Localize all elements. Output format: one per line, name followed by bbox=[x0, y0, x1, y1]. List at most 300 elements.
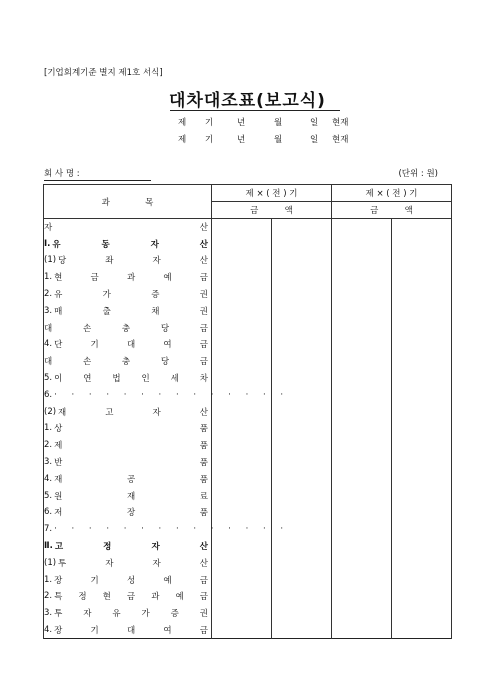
table-row bbox=[44, 571, 452, 588]
table-row bbox=[44, 487, 452, 504]
current-amount-cell-b bbox=[272, 235, 332, 252]
placeholder-dots: · · · · · · · · · · · · · · bbox=[54, 524, 290, 535]
account-name-char: 기 bbox=[90, 340, 99, 351]
current-amount-cell-a bbox=[212, 454, 272, 471]
period-term-suffix: 기 bbox=[205, 135, 214, 145]
prior-amount-cell-a bbox=[332, 605, 392, 622]
prior-amount-cell-a bbox=[332, 487, 392, 504]
prior-amount-cell-a bbox=[332, 504, 392, 521]
current-amount-cell-a bbox=[212, 353, 272, 370]
account-name bbox=[58, 557, 208, 569]
account-name-char: 대 bbox=[126, 340, 136, 351]
current-amount-cell-b bbox=[272, 487, 332, 504]
current-amount-cell-b bbox=[272, 437, 332, 454]
account-name bbox=[58, 406, 208, 418]
table-row bbox=[44, 521, 452, 538]
account-number: 4. bbox=[44, 339, 53, 350]
current-amount-cell-a bbox=[212, 437, 272, 454]
account-name-char: 자 bbox=[105, 558, 114, 569]
account-name-char: 장 bbox=[54, 625, 63, 636]
account-name-char: 장 bbox=[54, 575, 63, 586]
account-name-char: 현 bbox=[102, 592, 111, 603]
account-name-char: 장 bbox=[126, 508, 136, 519]
account-name-char: 대 bbox=[126, 625, 136, 636]
account-name-char: 금 bbox=[199, 273, 208, 284]
table-row bbox=[44, 554, 452, 571]
account-number: 5. bbox=[44, 373, 53, 384]
current-amount-cell-b bbox=[272, 252, 332, 269]
account-number: 2. bbox=[44, 440, 53, 451]
balance-sheet-table bbox=[43, 184, 452, 639]
prior-amount-cell-a bbox=[332, 235, 392, 252]
period-current-label: 현재 bbox=[332, 135, 349, 145]
account-name-char: 품 bbox=[199, 458, 208, 469]
prior-amount-cell-b bbox=[392, 235, 452, 252]
account-name bbox=[44, 355, 208, 367]
account-name bbox=[54, 506, 208, 518]
account-name-char: 정 bbox=[103, 542, 112, 553]
account-number: (1) bbox=[44, 255, 57, 266]
current-amount-cell-a bbox=[212, 286, 272, 303]
prior-amount-cell-b bbox=[392, 252, 452, 269]
table-row bbox=[44, 420, 452, 437]
amount-header-char: 액 bbox=[404, 206, 413, 216]
account-name-char: 여 bbox=[163, 340, 172, 351]
prior-amount-cell-a bbox=[332, 353, 392, 370]
account-name bbox=[52, 238, 208, 250]
account-name-char: 손 bbox=[82, 323, 92, 334]
table-row bbox=[44, 437, 452, 454]
account-name-char: 인 bbox=[141, 374, 150, 385]
prior-period-header: 제 × ( 전 ) 기 bbox=[332, 185, 452, 202]
account-name-char: 공 bbox=[126, 474, 136, 485]
prior-amount-cell-b bbox=[392, 521, 452, 538]
prior-amount-cell-b bbox=[392, 437, 452, 454]
current-amount-cell-b bbox=[272, 286, 332, 303]
current-amount-header bbox=[212, 202, 332, 219]
account-name-char: 제 bbox=[54, 441, 63, 452]
current-amount-cell-a bbox=[212, 487, 272, 504]
account-number: (2) bbox=[44, 406, 57, 417]
account-number: 3. bbox=[44, 608, 53, 619]
account-name-char: 산 bbox=[199, 239, 208, 250]
account-name-char: 산 bbox=[199, 407, 208, 418]
account-name bbox=[54, 271, 208, 283]
account-item-cell bbox=[44, 521, 290, 538]
current-amount-cell-b bbox=[272, 219, 332, 236]
current-amount-cell-a bbox=[212, 605, 272, 622]
account-name-char: 권 bbox=[199, 609, 208, 620]
current-amount-cell-b bbox=[272, 420, 332, 437]
prior-amount-header bbox=[332, 202, 452, 219]
prior-amount-cell-b bbox=[392, 504, 452, 521]
account-name-char: 자 bbox=[150, 239, 159, 250]
table-row bbox=[44, 403, 452, 420]
account-name-char: 저 bbox=[54, 508, 63, 519]
account-name-char: 성 bbox=[126, 575, 136, 586]
prior-amount-cell-a bbox=[332, 319, 392, 336]
account-item-cell bbox=[44, 269, 212, 286]
table-row bbox=[44, 235, 452, 252]
current-amount-cell-b bbox=[272, 588, 332, 605]
table-row bbox=[44, 353, 452, 370]
current-amount-cell-a bbox=[212, 538, 272, 555]
current-amount-cell-a bbox=[212, 319, 272, 336]
prior-amount-cell-b bbox=[392, 219, 452, 236]
account-name-char: 예 bbox=[175, 592, 184, 603]
account-name-char: 예 bbox=[163, 273, 172, 284]
prior-amount-cell-b bbox=[392, 605, 452, 622]
prior-amount-cell-b bbox=[392, 487, 452, 504]
account-name-char: 세 bbox=[170, 374, 179, 385]
account-number: 1. bbox=[44, 272, 53, 283]
account-number: 3. bbox=[44, 305, 53, 316]
account-name-char: 증 bbox=[151, 290, 160, 301]
current-amount-cell-a bbox=[212, 370, 272, 387]
account-name-char: 유 bbox=[52, 239, 61, 250]
account-name-char: 자 bbox=[152, 558, 161, 569]
prior-amount-cell-b bbox=[392, 353, 452, 370]
account-number: (1) bbox=[44, 557, 57, 568]
current-amount-cell-a bbox=[212, 252, 272, 269]
table-row bbox=[44, 605, 452, 622]
account-name bbox=[54, 422, 208, 434]
account-name-char: 자 bbox=[152, 407, 161, 418]
table-row bbox=[44, 622, 452, 639]
prior-amount-cell-a bbox=[332, 521, 392, 538]
prior-amount-cell-a bbox=[332, 622, 392, 639]
account-name-char: 품 bbox=[199, 508, 208, 519]
current-amount-cell-b bbox=[272, 470, 332, 487]
account-item-cell bbox=[44, 554, 212, 571]
table-row bbox=[44, 336, 452, 353]
current-amount-cell-a bbox=[212, 219, 272, 236]
current-amount-cell-b bbox=[272, 538, 332, 555]
account-name-char: 단 bbox=[54, 340, 63, 351]
item-header-char: 과 bbox=[101, 197, 110, 208]
current-amount-cell-b bbox=[272, 605, 332, 622]
prior-amount-cell-a bbox=[332, 336, 392, 353]
account-name-char: 증 bbox=[170, 609, 179, 620]
current-amount-cell-a bbox=[212, 571, 272, 588]
prior-amount-cell-b bbox=[392, 538, 452, 555]
account-item-cell bbox=[44, 588, 212, 605]
account-number: 6. bbox=[44, 507, 53, 518]
table-row bbox=[44, 252, 452, 269]
prior-amount-cell-b bbox=[392, 302, 452, 319]
prior-amount-cell-b bbox=[392, 454, 452, 471]
period-month-label: 월 bbox=[274, 135, 283, 145]
prior-amount-cell-b bbox=[392, 336, 452, 353]
account-name-char: 산 bbox=[199, 542, 208, 553]
account-name bbox=[54, 473, 208, 485]
account-name-char: 과 bbox=[126, 273, 136, 284]
account-name bbox=[58, 254, 208, 266]
prior-amount-cell-b bbox=[392, 403, 452, 420]
prior-amount-cell-b bbox=[392, 554, 452, 571]
account-name-char: 좌 bbox=[105, 256, 114, 267]
account-name-char: 동 bbox=[101, 239, 110, 250]
account-name-char: 차 bbox=[199, 374, 208, 385]
account-name-char: 연 bbox=[83, 374, 92, 385]
company-name-label: 회 사 명 : bbox=[44, 169, 80, 179]
prior-amount-cell-a bbox=[332, 538, 392, 555]
table-row bbox=[44, 302, 452, 319]
account-name bbox=[55, 540, 208, 552]
amount-header-char: 금 bbox=[370, 206, 379, 216]
table-row bbox=[44, 470, 452, 487]
account-name-char: 충 bbox=[121, 357, 131, 368]
document-title: 대차대조표(보고식) bbox=[169, 91, 326, 111]
account-number: 2. bbox=[44, 591, 53, 602]
account-item-cell bbox=[44, 386, 290, 403]
account-name bbox=[54, 372, 208, 384]
account-name-char: 법 bbox=[112, 374, 121, 385]
prior-amount-cell-a bbox=[332, 219, 392, 236]
account-item-cell bbox=[44, 571, 212, 588]
account-name-char: 자 bbox=[44, 223, 53, 234]
current-amount-cell-a bbox=[212, 622, 272, 639]
prior-amount-cell-a bbox=[332, 588, 392, 605]
account-name-char: 기 bbox=[90, 625, 99, 636]
current-amount-cell-a bbox=[212, 470, 272, 487]
account-name-char: 매 bbox=[54, 306, 63, 317]
table-row bbox=[44, 386, 452, 403]
current-amount-cell-b bbox=[272, 370, 332, 387]
table-body bbox=[44, 219, 452, 639]
account-name-char: 산 bbox=[199, 223, 208, 234]
account-name bbox=[54, 338, 208, 350]
title-underline bbox=[170, 110, 340, 111]
account-item-cell bbox=[44, 538, 212, 555]
account-name-char: 산 bbox=[199, 558, 208, 569]
account-name-char: 권 bbox=[199, 290, 208, 301]
prior-amount-cell-a bbox=[332, 370, 392, 387]
current-amount-cell-a bbox=[212, 235, 272, 252]
account-item-cell bbox=[44, 470, 212, 487]
current-amount-cell-a bbox=[212, 336, 272, 353]
account-name-char: 정 bbox=[78, 592, 87, 603]
prior-amount-cell-a bbox=[332, 454, 392, 471]
account-number: 2. bbox=[44, 289, 53, 300]
prior-amount-cell-b bbox=[392, 386, 452, 403]
table-row bbox=[44, 538, 452, 555]
account-item-cell bbox=[44, 235, 212, 252]
account-name-char: 투 bbox=[54, 609, 63, 620]
account-name bbox=[54, 305, 208, 317]
period-term-label: 제 bbox=[178, 118, 187, 128]
table-row bbox=[44, 588, 452, 605]
account-name-char: 충 bbox=[121, 323, 131, 334]
account-name-char: 품 bbox=[199, 424, 208, 435]
account-item-cell bbox=[44, 504, 212, 521]
account-name-char: 권 bbox=[199, 306, 208, 317]
account-name-char: 과 bbox=[151, 592, 160, 603]
account-item-cell bbox=[44, 353, 212, 370]
account-item-cell bbox=[44, 437, 212, 454]
account-name-char: 금 bbox=[199, 592, 208, 603]
account-name-char: 자 bbox=[83, 609, 92, 620]
account-item-cell bbox=[44, 219, 212, 236]
current-amount-cell-a bbox=[212, 504, 272, 521]
period-year-label: 년 bbox=[237, 135, 246, 145]
prior-amount-cell-b bbox=[392, 286, 452, 303]
account-name-char: 재 bbox=[126, 491, 136, 502]
account-name-char: 유 bbox=[54, 290, 63, 301]
account-name-char: 채 bbox=[151, 306, 160, 317]
account-item-cell bbox=[44, 487, 212, 504]
account-name-char: 당 bbox=[58, 256, 67, 267]
placeholder-dots: · · · · · · · · · · · · · · bbox=[54, 389, 290, 400]
prior-amount-cell-b bbox=[392, 571, 452, 588]
account-name-char: 대 bbox=[44, 323, 53, 334]
account-name-char: 예 bbox=[163, 575, 172, 586]
account-name-char: 유 bbox=[112, 609, 121, 620]
account-name-char: 현 bbox=[54, 273, 63, 284]
prior-amount-cell-b bbox=[392, 420, 452, 437]
account-name-char: 출 bbox=[102, 306, 111, 317]
account-name-char: 고 bbox=[54, 542, 64, 553]
account-name-char: 금 bbox=[199, 575, 208, 586]
form-reference: [기업회계기준 별지 제1호 서식] bbox=[44, 68, 163, 78]
account-name-char: 상 bbox=[54, 424, 63, 435]
account-item-cell bbox=[44, 454, 212, 471]
table-row bbox=[44, 504, 452, 521]
prior-amount-cell-a bbox=[332, 286, 392, 303]
unit-label: (단위 : 원) bbox=[398, 169, 438, 179]
account-name-char: 가 bbox=[102, 290, 111, 301]
account-item-cell bbox=[44, 252, 212, 269]
current-amount-cell-a bbox=[212, 403, 272, 420]
prior-amount-cell-a bbox=[332, 403, 392, 420]
account-item-cell bbox=[44, 286, 212, 303]
account-name-char: 자 bbox=[151, 542, 160, 553]
account-item-cell bbox=[44, 605, 212, 622]
account-item-cell bbox=[44, 319, 212, 336]
account-name-char: 손 bbox=[82, 357, 92, 368]
prior-amount-cell-a bbox=[332, 386, 392, 403]
current-amount-cell-b bbox=[272, 403, 332, 420]
current-amount-cell-b bbox=[272, 336, 332, 353]
account-name bbox=[54, 288, 208, 300]
account-name-char: 료 bbox=[199, 491, 208, 502]
account-name-char: 자 bbox=[152, 256, 161, 267]
current-amount-cell-b bbox=[272, 302, 332, 319]
account-name bbox=[54, 456, 208, 468]
prior-amount-cell-a bbox=[332, 252, 392, 269]
table-row bbox=[44, 269, 452, 286]
account-name-char: 재 bbox=[54, 474, 63, 485]
period-day-label: 일 bbox=[310, 118, 319, 128]
prior-amount-cell-b bbox=[392, 470, 452, 487]
account-name-char: 품 bbox=[199, 474, 208, 485]
account-item-cell bbox=[44, 370, 212, 387]
current-amount-cell-a bbox=[212, 554, 272, 571]
account-number: 1. bbox=[44, 574, 53, 585]
table-row bbox=[44, 219, 452, 236]
amount-header-char: 금 bbox=[250, 206, 259, 216]
prior-amount-cell-a bbox=[332, 269, 392, 286]
table-row bbox=[44, 286, 452, 303]
account-name-char: 이 bbox=[54, 374, 63, 385]
account-name-char: 금 bbox=[199, 340, 208, 351]
account-name bbox=[44, 322, 208, 334]
current-amount-cell-b bbox=[272, 269, 332, 286]
period-month-label: 월 bbox=[274, 118, 283, 128]
account-name-char: 산 bbox=[199, 256, 208, 267]
account-name bbox=[54, 624, 208, 636]
account-name-char: 특 bbox=[54, 592, 63, 603]
account-number: Ⅰ. bbox=[44, 238, 51, 249]
account-item-cell bbox=[44, 336, 212, 353]
account-name-char: 금 bbox=[199, 357, 208, 368]
prior-amount-cell-a bbox=[332, 437, 392, 454]
account-name bbox=[44, 221, 208, 233]
prior-amount-cell-b bbox=[392, 269, 452, 286]
account-item-cell bbox=[44, 622, 212, 639]
current-amount-cell-b bbox=[272, 454, 332, 471]
account-number: 7. bbox=[44, 524, 53, 535]
account-name-char: 기 bbox=[90, 575, 99, 586]
period-day-label: 일 bbox=[310, 135, 319, 145]
prior-amount-cell-a bbox=[332, 302, 392, 319]
account-name-char: 금 bbox=[90, 273, 99, 284]
table-row bbox=[44, 454, 452, 471]
prior-amount-cell-b bbox=[392, 370, 452, 387]
current-amount-cell-b bbox=[272, 319, 332, 336]
account-number: 6. bbox=[44, 389, 53, 400]
account-name-char: 가 bbox=[141, 609, 150, 620]
period-year-label: 년 bbox=[237, 118, 246, 128]
account-name-char: 고 bbox=[105, 407, 114, 418]
current-period-header: 제 × ( 전 ) 기 bbox=[212, 185, 332, 202]
account-name-char: 원 bbox=[54, 491, 63, 502]
account-name-char: 당 bbox=[160, 323, 170, 334]
table-row bbox=[44, 370, 452, 387]
period-term-suffix: 기 bbox=[205, 118, 214, 128]
prior-amount-cell-a bbox=[332, 571, 392, 588]
account-item-cell bbox=[44, 420, 212, 437]
account-name-char: 투 bbox=[58, 558, 67, 569]
account-name bbox=[54, 490, 208, 502]
current-amount-cell-a bbox=[212, 302, 272, 319]
prior-amount-cell-b bbox=[392, 588, 452, 605]
current-amount-cell-b bbox=[272, 571, 332, 588]
account-number: 3. bbox=[44, 457, 53, 468]
current-amount-cell-b bbox=[272, 504, 332, 521]
account-number: 4. bbox=[44, 624, 53, 635]
current-amount-cell-a bbox=[212, 420, 272, 437]
account-name-char: 금 bbox=[199, 625, 208, 636]
account-name-char: 금 bbox=[199, 323, 208, 334]
account-name-char: 재 bbox=[58, 407, 67, 418]
table-row bbox=[44, 319, 452, 336]
account-number: 4. bbox=[44, 473, 53, 484]
prior-amount-cell-a bbox=[332, 554, 392, 571]
account-number: 5. bbox=[44, 490, 53, 501]
current-amount-cell-b bbox=[272, 622, 332, 639]
account-name bbox=[54, 607, 208, 619]
item-column-header bbox=[44, 185, 212, 219]
account-name-char: 반 bbox=[54, 458, 63, 469]
account-name-char: 여 bbox=[163, 625, 172, 636]
prior-amount-cell-a bbox=[332, 470, 392, 487]
account-name bbox=[54, 439, 208, 451]
current-amount-cell-b bbox=[272, 353, 332, 370]
period-term-label: 제 bbox=[178, 135, 187, 145]
account-number: 1. bbox=[44, 423, 53, 434]
account-name-char: 금 bbox=[126, 592, 136, 603]
